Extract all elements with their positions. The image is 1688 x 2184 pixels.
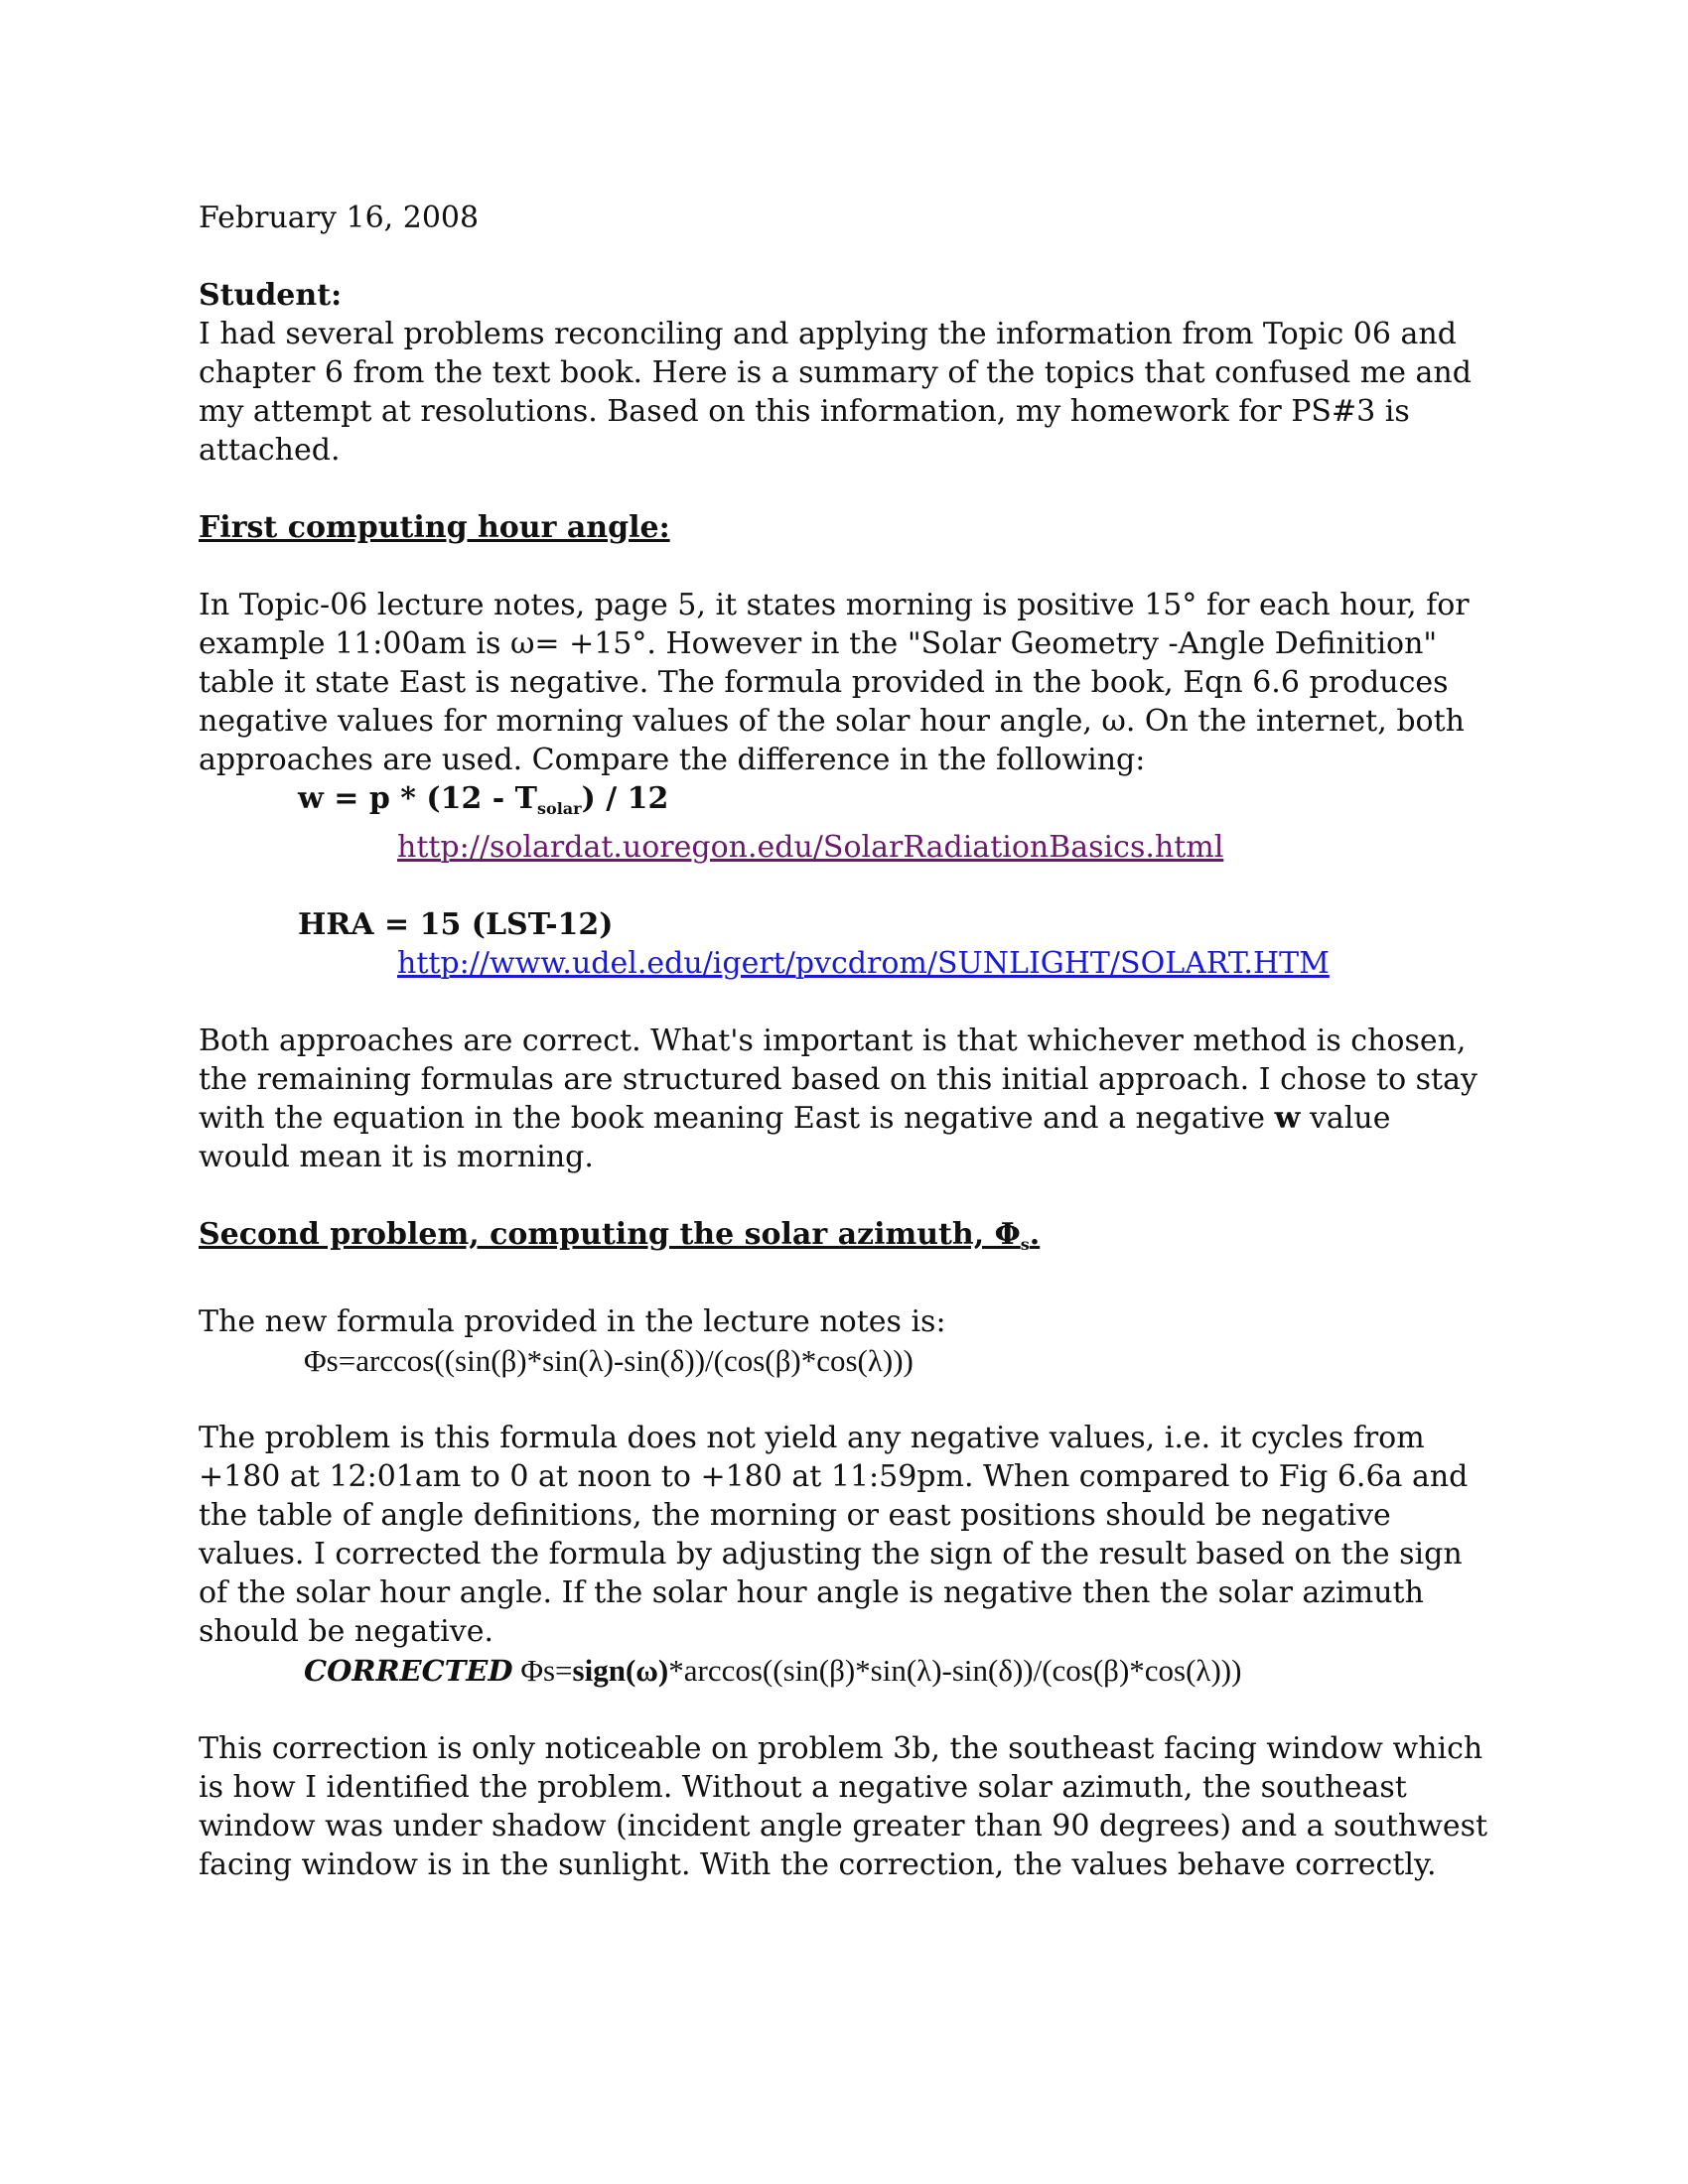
spacer: [199, 1380, 1489, 1419]
hour-angle-formula-2: HRA = 15 (LST-12): [298, 907, 614, 942]
corrected-sign-term: sign(ω): [572, 1653, 669, 1688]
link-udel[interactable]: http://www.udel.edu/igert/pvcdrom/SUNLIGHT/SOLART.HTM: [397, 946, 1330, 981]
spacer: [199, 983, 1489, 1022]
section1-paragraph: In Topic-06 lecture notes, page 5, it states morning is positive 15° for each hour, for example 11:00am is ω= +15°. However in the "Solar Geometry -Angle Definition" table it state East is negative. The formula provided in the book, Eqn 6.6 produces negative values for morning values of the solar hour angle, ω. On the internet, both approaches are used. Compare the difference in the following:: [199, 588, 1470, 777]
final-paragraph: This correction is only noticeable on problem 3b, the southeast facing window which is how I identified the problem. Without a negative solar azimuth, the southeast window was under shadow (incident angle greater than 90 degrees) and a southwest facing window is in the sunlight. With the correction, the values behave correctly.: [199, 1731, 1488, 1882]
section2-heading-pre: Second problem, computing the solar azimuth, Φ: [199, 1217, 1021, 1252]
section1-heading: First computing hour angle:: [199, 510, 670, 545]
section2-paragraph: The problem is this formula does not yield any negative values, i.e. it cycles from +180 at 12:01am to 0 at noon to +180 at 11:59pm. When compared to Fig 6.6a and the table of angle definitions, the morning or east positions should be negative values. I corrected the formula by adjusting the sign of the result based on the sign of the solar hour angle. If the solar hour angle is negative then the solar azimuth should be negative.: [199, 1421, 1469, 1649]
corrected-post: *arccos((sin(β)*sin(λ)-sin(δ))/(cos(β)*cos(λ))): [668, 1653, 1242, 1688]
section1-conclusion: [199, 1022, 1489, 1176]
student-label: Student:: [199, 278, 343, 313]
formula1-post: ) / 12: [581, 781, 669, 816]
conclusion-w-symbol: w: [1274, 1101, 1301, 1136]
document-page: [199, 199, 1489, 1884]
hour-angle-formula-1: [199, 779, 1489, 828]
section2-heading-post: .: [1029, 1217, 1041, 1252]
conclusion-text-post: value would mean it is morning.: [199, 1101, 1391, 1174]
spacer: [199, 547, 1489, 586]
intro-paragraph: I had several problems reconciling and applying the information from Topic 06 and chapter 6 from the text book. Here is a summary of the topics that confused me and my attempt at resolutions. Based on this information, my homework for PS#3 is attached.: [199, 317, 1472, 468]
section2-intro: The new formula provided in the lecture notes is:: [199, 1304, 946, 1339]
formula1-pre: w = p * (12 - T: [298, 781, 538, 816]
formula1-subscript: solar: [537, 799, 582, 818]
spacer: [199, 867, 1489, 905]
spacer: [199, 1264, 1489, 1302]
section2-heading-subscript: s: [1020, 1235, 1030, 1254]
conclusion-text-pre: Both approaches are correct. What's important is that whichever method is chosen, the remaining formulas are structured based on this initial approach. I chose to stay with the equation in the book meaning East is negative and a negative: [199, 1024, 1477, 1136]
link-solardat[interactable]: http://solardat.uoregon.edu/SolarRadiationBasics.html: [397, 830, 1224, 865]
corrected-azimuth-formula: [199, 1651, 1489, 1691]
spacer: [199, 470, 1489, 508]
document-date: February 16, 2008: [199, 201, 480, 235]
section2-heading: [199, 1215, 1489, 1264]
spacer: [199, 1176, 1489, 1215]
corrected-tag: CORRECTED: [304, 1654, 513, 1688]
azimuth-formula: Φs=arccos((sin(β)*sin(λ)-sin(δ))/(cos(β)*cos(λ))): [304, 1343, 914, 1378]
spacer: [199, 1691, 1489, 1729]
corrected-pre: Φs=: [512, 1653, 573, 1688]
